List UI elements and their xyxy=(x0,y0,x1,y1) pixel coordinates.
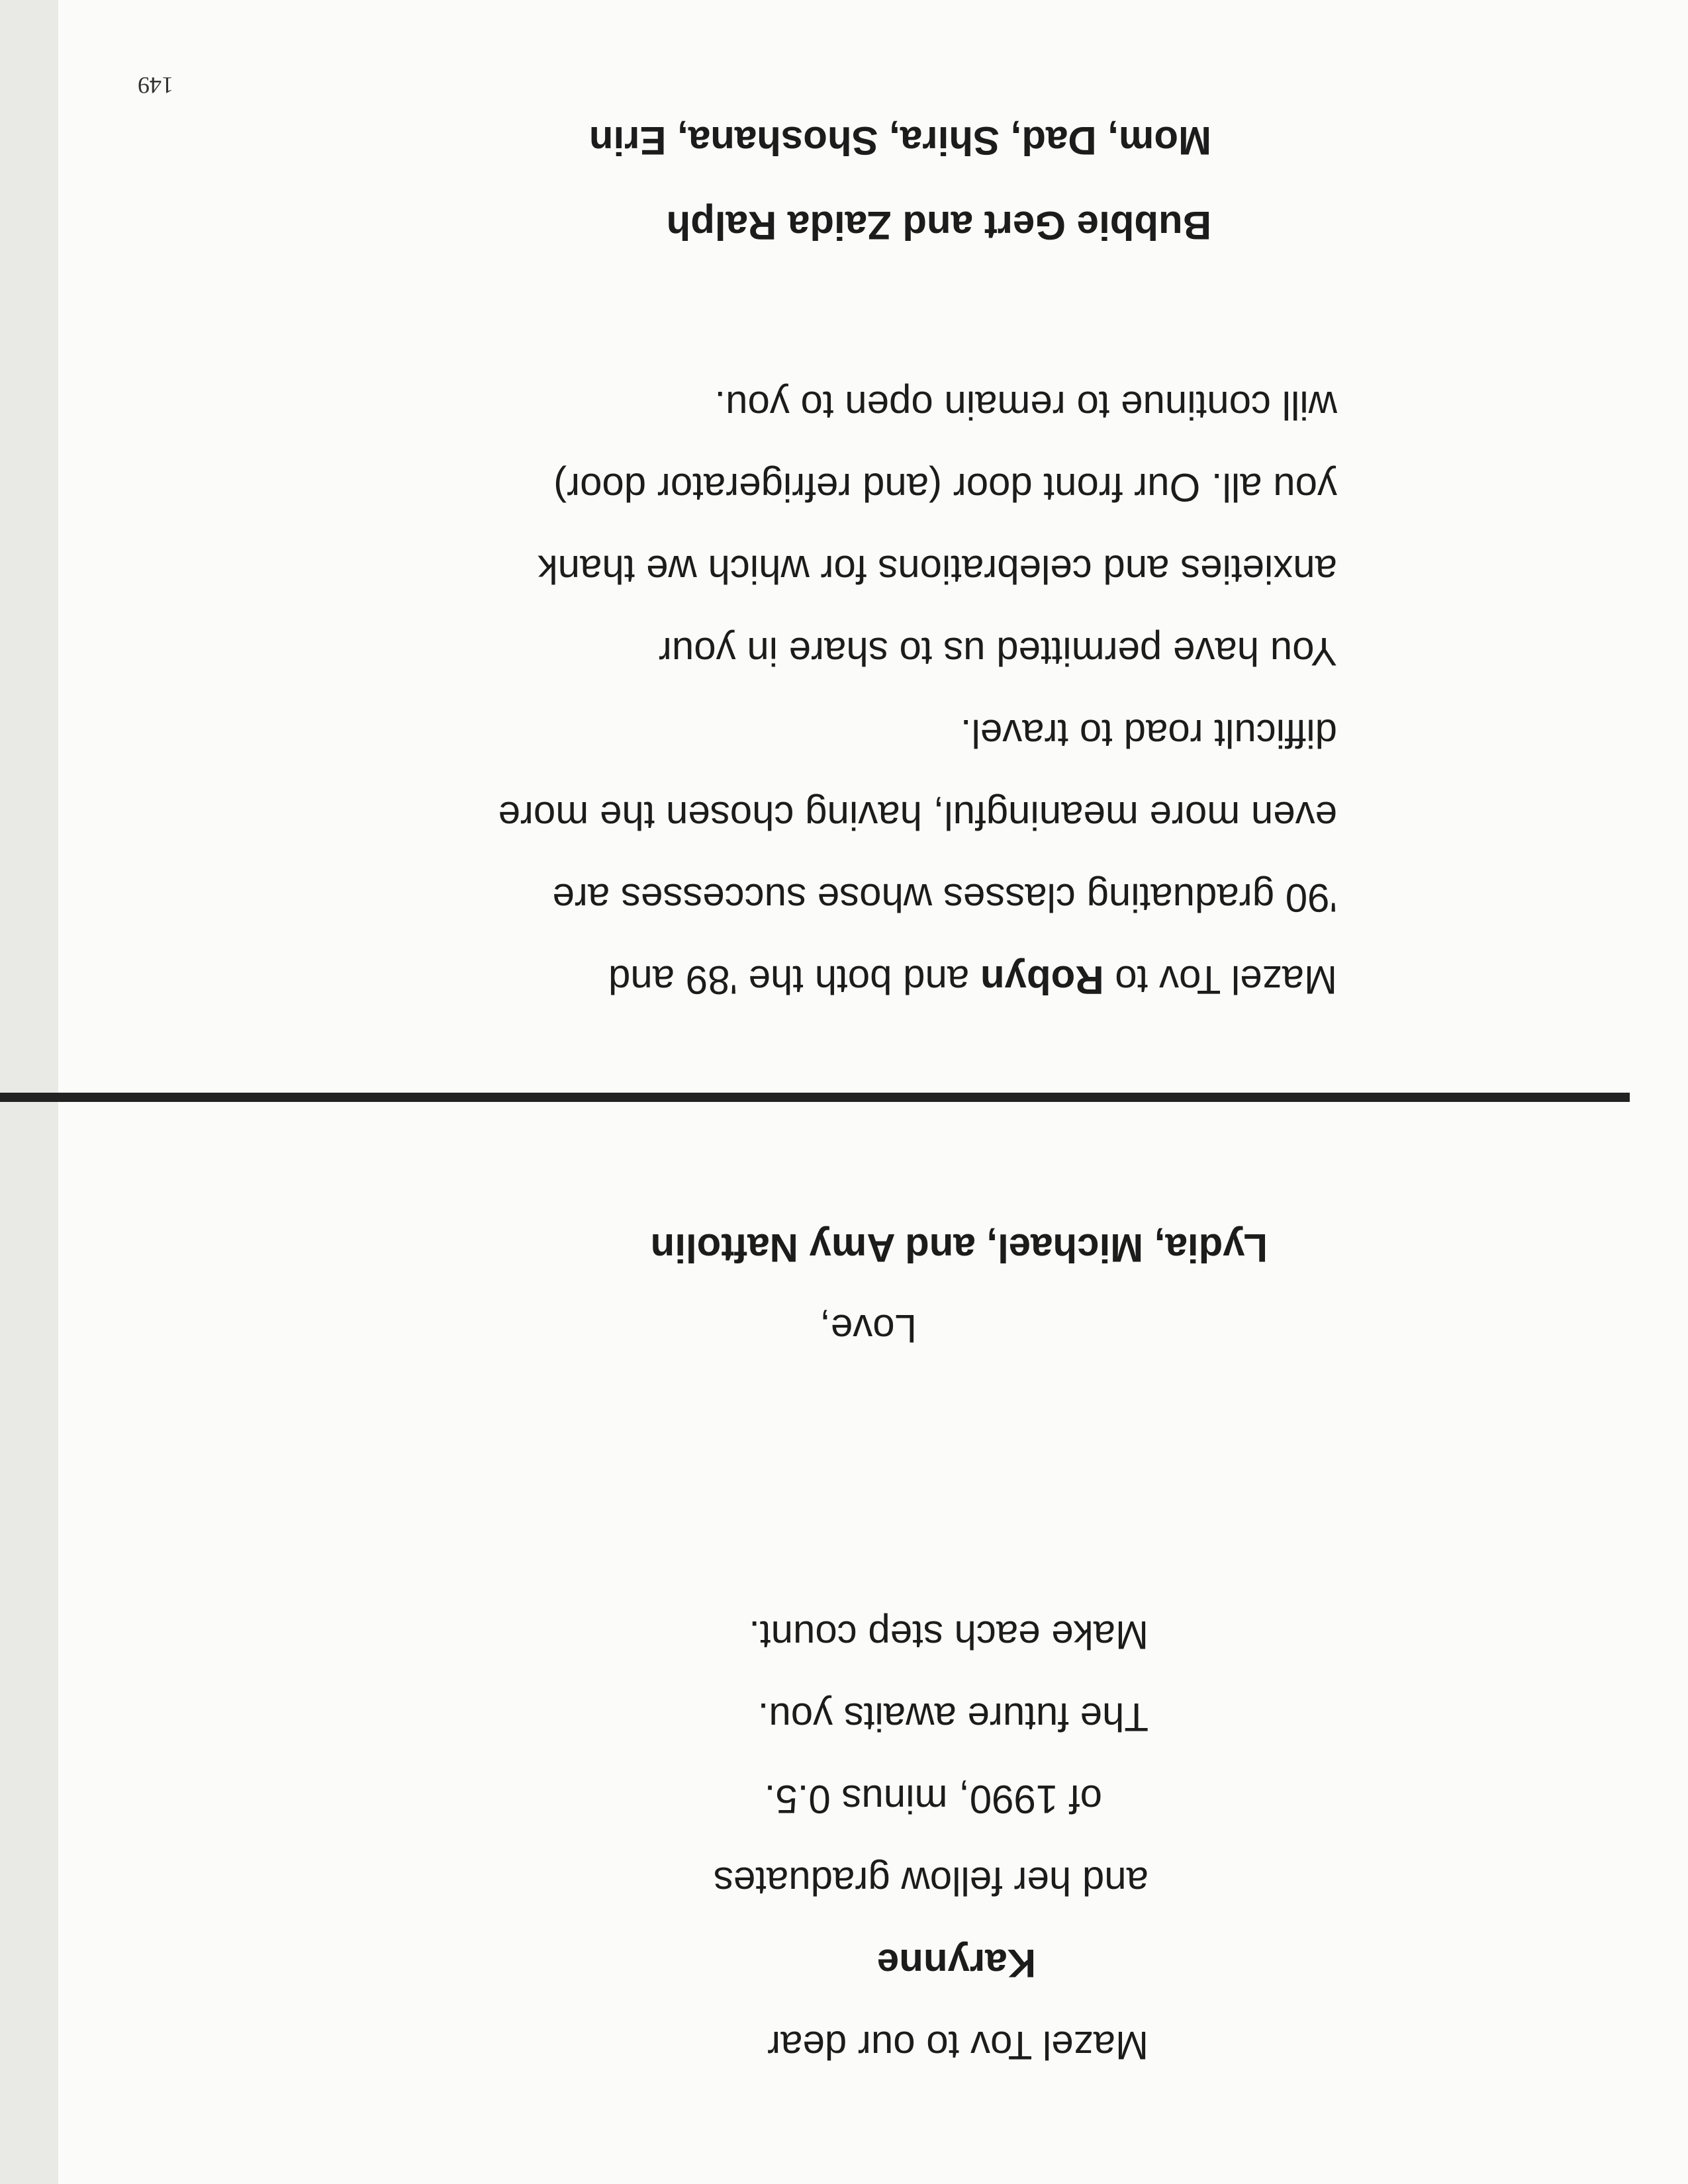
message-line: even more meaningful, having chosen the more xyxy=(498,794,1337,838)
robyn-message xyxy=(79,343,1337,1002)
message-line: The future awaits you. xyxy=(757,1695,1149,1739)
message-line: anxieties and celebrations for which we thank xyxy=(538,547,1337,592)
closing: Love, xyxy=(820,1306,917,1351)
message-line: '90 graduating classes whose successes are xyxy=(552,876,1337,920)
message-line xyxy=(79,917,1337,1002)
message-line: difficult road to travel. xyxy=(960,711,1337,756)
message-line: and her fellow graduates xyxy=(713,1859,1149,1903)
message-text: and both the '89 and xyxy=(608,958,980,1002)
message-line: You have permitted us to share in your xyxy=(658,629,1337,674)
honoree-name: Robyn xyxy=(980,958,1104,1002)
message-line: Mazel Tov to our dear xyxy=(767,2023,1149,2068)
message-line: of 1990, minus 0.5. xyxy=(764,1777,1102,1821)
karynne-message xyxy=(23,1572,1149,2068)
divider-rule xyxy=(0,1093,1630,1102)
message-line: Make each step count. xyxy=(749,1613,1149,1657)
message-line: you all. Our front door (and refrigerator door) xyxy=(553,465,1337,510)
message-text: Mazel Tov to xyxy=(1103,958,1337,1002)
page-number: 149 xyxy=(138,72,173,99)
honoree-name: Karynne xyxy=(876,1941,1036,1985)
signature: Lydia, Michael, and Amy Naftolin xyxy=(650,1226,1268,1270)
signature: Bubbie Gert and Zaida Ralph xyxy=(666,203,1211,248)
signature: Mom, Dad, Shira, Shoshana, Erin xyxy=(588,118,1211,163)
message-line: will continue to remain open to you. xyxy=(714,383,1337,428)
